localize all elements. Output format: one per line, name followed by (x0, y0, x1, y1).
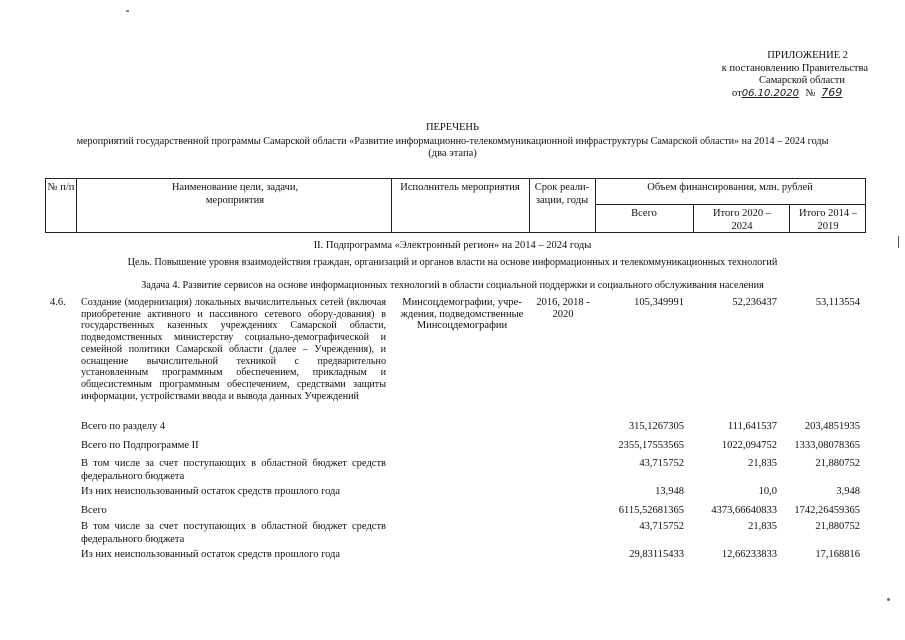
summary-2020-2024: 111,641537 (727, 421, 777, 432)
summary-2014-2019: 21,880752 (815, 521, 860, 532)
appendix-date-line (732, 86, 872, 101)
document-subtitle: мероприятий государственной программы Самарской области «Развитие информационно-телекоммуникационной инфраструктуры Самарской области» на 2014 – 2024 годы (76, 136, 829, 147)
summary-label: Из них неиспользованный остаток средств прошлого года (81, 549, 341, 560)
header-name: Наименование цели, задачи, мероприятия (171, 182, 299, 206)
subprogram-heading: II. Подпрограмма «Электронный регион» на 2014 – 2024 годы (313, 240, 592, 251)
summary-label: Всего (81, 505, 107, 516)
summary-2014-2019: 1333,08078365 (794, 440, 860, 451)
number-prefix: № (805, 88, 816, 99)
summary-total: 43,715752 (639, 458, 684, 469)
item-2020-2024: 52,236437 (732, 297, 777, 308)
document-stages: (два этапа) (428, 148, 477, 159)
appendix-region-line: Самарской области (759, 75, 845, 86)
summary-2014-2019: 1742,26459365 (794, 505, 860, 516)
item-executor: Минсоцдемографии, учре-ждения, подведомственные Минсоцдемографии (400, 297, 524, 332)
appendix-title: ПРИЛОЖЕНИЕ 2 (767, 50, 848, 61)
summary-2020-2024: 10,0 (758, 486, 777, 497)
summary-total: 13,948 (655, 486, 684, 497)
summary-total: 2355,17553565 (618, 440, 684, 451)
scan-speck (126, 10, 129, 12)
header-2014-2019: Итого 2014 – 2019 (798, 208, 858, 232)
header-2020-2024: Итого 2020 – 2024 (712, 208, 772, 232)
goal-heading: Цель. Повышение уровня взаимодействия граждан, организаций и органов власти на основе информационных и телекоммуникационных технологий (127, 257, 778, 268)
summary-label: В том числе за счет поступающих в областной бюджет средств федерального бюджета (81, 458, 386, 482)
task-heading: Задача 4. Развитие сервисов на основе информационных технологий в области социальной поддержки и социального обслуживания населения (141, 280, 764, 291)
summary-label: Всего по разделу 4 (81, 421, 166, 432)
summary-total: 43,715752 (639, 521, 684, 532)
summary-label: Из них неиспользованный остаток средств прошлого года (81, 486, 341, 497)
summary-label: Всего по Подпрограмме II (81, 440, 199, 451)
header-funding: Объем финансирования, млн. рублей (647, 182, 813, 193)
handwritten-date: 06.10.2020 (741, 88, 799, 99)
handwritten-number: 769 (821, 86, 843, 99)
item-total: 105,349991 (634, 297, 684, 308)
date-prefix: от (732, 88, 742, 99)
summary-total: 315,1267305 (628, 421, 684, 432)
summary-2020-2024: 12,66233833 (721, 549, 777, 560)
summary-total: 6115,52681365 (618, 505, 684, 516)
summary-2020-2024: 4373,66640833 (711, 505, 777, 516)
item-number: 4.6. (50, 297, 66, 308)
summary-label: В том числе за счет поступающих в областной бюджет средств федерального бюджета (81, 521, 386, 545)
header-num: № п/п (47, 182, 75, 193)
header-total: Всего (631, 208, 657, 219)
scan-speck (887, 598, 890, 601)
item-2014-2019: 53,113554 (815, 297, 860, 308)
summary-2014-2019: 203,4851935 (804, 421, 860, 432)
summary-2014-2019: 21,880752 (815, 458, 860, 469)
header-executor: Исполнитель мероприятия (400, 182, 520, 193)
document-title: ПЕРЕЧЕНЬ (425, 122, 480, 133)
item-name: Создание (модернизация) локальных вычислительных сетей (включая приобретение активного и пассивного сетевого обору-дования) в государственных казенных учреждениях Самарской области, подведомственных министерству социально-демографической и семейной политики Самарской области (далее – Учреждения), и оснащение вычислительной техникой с предварительно установленным программным обеспечением, прикладным и общесистемным программным обеспечением, средствами защиты информации, устройствами ввода и вывода данных Учреждений (81, 297, 386, 402)
summary-2020-2024: 21,835 (748, 521, 777, 532)
appendix-decree-line: к постановлению Правительства (721, 63, 868, 74)
summary-2014-2019: 3,948 (836, 486, 860, 497)
summary-2020-2024: 21,835 (748, 458, 777, 469)
summary-2014-2019: 17,168816 (815, 549, 860, 560)
item-term: 2016, 2018 - 2020 (536, 297, 590, 320)
header-term: Срок реали-зации, годы (534, 182, 590, 206)
summary-2020-2024: 1022,094752 (721, 440, 777, 451)
summary-total: 29,83115433 (629, 549, 684, 560)
